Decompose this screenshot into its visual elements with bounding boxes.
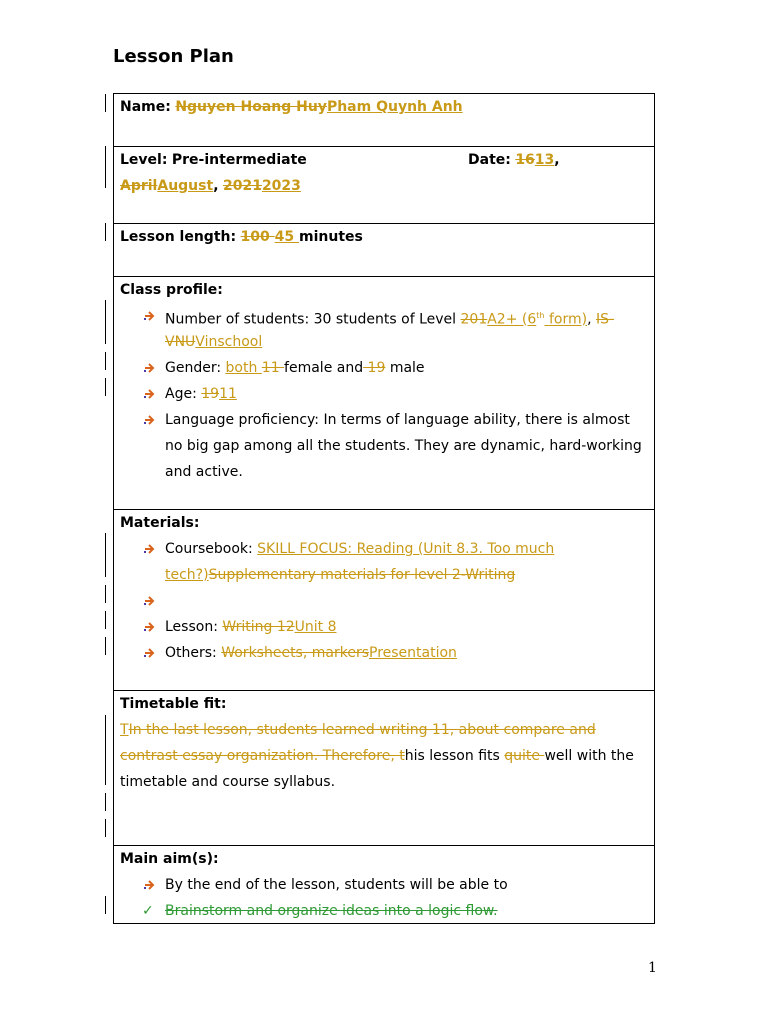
deleted-day: 16 [515,152,535,168]
deleted-age: 19 [201,386,220,402]
timetable-heading: Timetable fit: [120,696,227,712]
deleted-count-2: 19 [363,360,386,376]
others-prefix: Others: [165,645,222,661]
deleted-sentence-2: contrast essay organization. Therefore, t [120,748,405,764]
timetable-text-b: well with the [544,748,634,764]
lesson-prefix: Lesson: [165,619,223,635]
gender-mid: female and [284,360,364,376]
inserted-name: Pham Quynh Anh [326,99,463,115]
level-label: Level: [120,152,168,168]
class-profile-row [114,276,654,509]
change-bar [105,378,106,396]
deleted-school-a: IS- [595,311,615,328]
deleted-coursebook: Supplementary materials for level 2-Writing [208,567,516,583]
inserted-capital: T [120,722,129,738]
inserted-day: 13 [534,152,555,168]
date-label: Date: [468,152,511,168]
gender-prefix: Gender: [165,360,226,376]
arrow-bullet-icon [142,407,156,433]
length-label: Lesson length: [120,229,237,245]
inserted-level-sup: th [536,311,545,320]
arrow-bullet-icon [142,588,156,614]
arrow-bullet-icon [142,640,156,666]
age-prefix: Age: [165,386,202,402]
level-value: Pre-intermediate [171,152,307,168]
deleted-others: Worksheets, markers [221,645,369,661]
aims-intro: By the end of the lesson, students will be able to [165,877,508,893]
arrow-bullet-icon [142,303,156,329]
inserted-others: Presentation [369,645,457,661]
deleted-count-1: 11 [261,360,285,376]
change-bar [105,819,106,837]
arrow-bullet-icon [142,872,156,898]
arrow-bullet-icon [142,536,156,562]
lesson-length-row [114,223,654,276]
change-bar [105,94,106,112]
inserted-lesson: Unit 8 [294,619,337,635]
change-bar [105,533,106,577]
materials-row [114,509,654,690]
main-aims-row [114,845,654,923]
arrow-bullet-icon [142,355,156,381]
lesson-plan-table [113,93,655,924]
inserted-coursebook-1: SKILL FOCUS: Reading (Unit 8.3. Too much [257,541,555,557]
inserted-level: A2+ (6 [487,311,537,328]
deleted-level: 201 [460,311,488,328]
change-bar [105,611,106,629]
change-bar [105,637,106,655]
page-title: Lesson Plan [113,46,234,67]
change-bar [105,896,106,914]
deleted-year: 2021 [222,178,262,194]
name-label: Name: [120,99,171,115]
deleted-name: Nguyen Hoang Huy [175,99,327,115]
change-bar [105,223,106,241]
language-line-3: and active. [165,464,243,480]
timetable-text-a: his lesson fits [404,748,505,764]
main-aims-heading: Main aim(s): [120,851,219,867]
class-profile-heading: Class profile: [120,282,223,298]
checkmark-icon: ✓ [142,903,154,919]
inserted-form: form) [544,311,588,328]
students-comma: , [587,311,596,328]
timetable-row [114,690,654,845]
date-comma: , [554,152,560,168]
inserted-month: August [157,178,214,194]
language-line-1: Language proficiency: In terms of language ability, there is almost [165,412,630,428]
inserted-length: 45 [274,229,300,245]
deleted-quite: quite [504,748,545,764]
deleted-month: April [120,178,158,194]
change-bar [105,300,106,344]
inserted-gender: both [225,360,262,376]
coursebook-prefix: Coursebook: [165,541,258,557]
page-number: 1 [648,960,657,976]
change-bar [105,146,106,188]
language-line-2: no big gap among all the students. They are dynamic, hard-working [165,438,642,454]
inserted-year: 2023 [261,178,301,194]
inserted-age: 11 [219,386,237,402]
materials-heading: Materials: [120,515,200,531]
timetable-text-c: timetable and course syllabus. [120,774,336,790]
change-bar [105,352,106,370]
name-row [114,94,654,146]
arrow-bullet-icon [142,381,156,407]
deleted-aim-1: Brainstorm and organize ideas into a logic flow. [165,903,498,919]
gender-suffix: male [385,360,425,376]
change-bar [105,715,106,785]
date-comma: , [213,178,219,194]
students-prefix: Number of students: 30 students of Level [165,311,461,328]
length-unit: minutes [299,229,363,245]
level-row [114,146,654,223]
deleted-lesson: Writing 12 [222,619,295,635]
inserted-school: Vinschool [195,334,263,350]
inserted-coursebook-2: tech?) [165,567,209,583]
arrow-bullet-icon [142,614,156,640]
change-bar [105,585,106,603]
change-bar [105,793,106,811]
deleted-sentence-1: In the last lesson, students learned writing 11, about compare and [128,722,596,738]
deleted-length: 100 [240,229,275,245]
deleted-school-b: VNU [165,334,196,350]
